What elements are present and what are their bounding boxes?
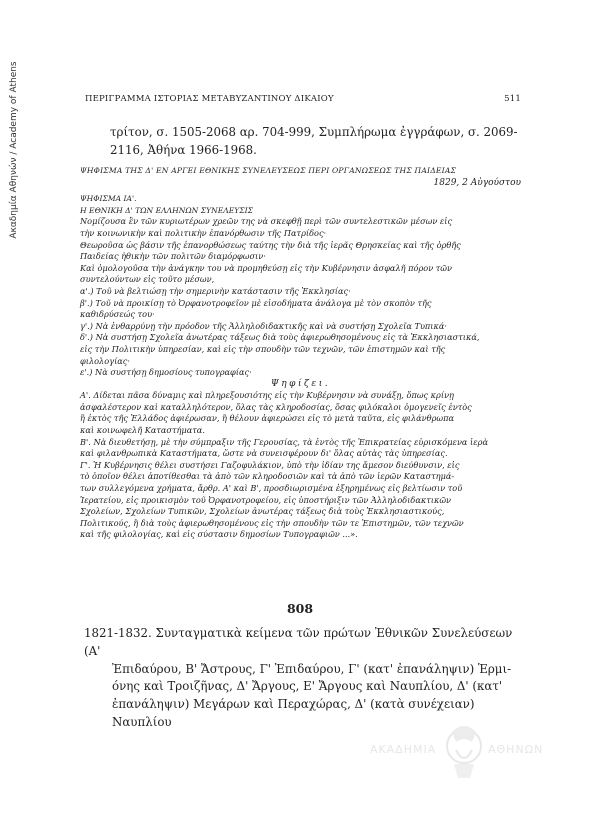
header-title: ΠΕΡΙΓΡΑΜΜΑ ΙΣΤΟΡΙΑΣ ΜΕΤΑΒΥΖΑΝΤΙΝΟΥ ΔΙΚΑΙΟΥ: [85, 94, 334, 104]
decree-line: καθιδρύσεώς του·: [80, 309, 155, 320]
decree-line: ἀσφαλέστερον καὶ καταλληλότερον, ὅλας τὰς κληροδοσίας, ὅσας φιλόκαλοι ὁμογενεῖς ἐντὸς: [80, 401, 472, 412]
decree-line: Πολιτικούς, ἢ διὰ τοὺς ἀφιερωθησομένους εἰς τὴν σπουδὴν τῶν τε Ἐπιστημῶν, τῶν τεχνῶν: [80, 517, 464, 528]
decree-line: β'.) Τοῦ νὰ προικίσῃ τὸ Ὀρφανοτροφεῖον μὲ εἰσοδήματα ἀνάλογα μὲ τὸν σκοπὸν τῆς: [80, 297, 432, 308]
decree-line: Η ΕΘΝΙΚΗ Δ' ΤΩΝ ΕΛΛΗΝΩΝ ΣΥΝΕΛΕΥΣΙΣ: [80, 205, 254, 215]
decree-line: ε'.) Νὰ συστήσῃ δημοσίους τυπογραφίας·: [80, 367, 252, 378]
running-header: [85, 94, 521, 104]
decree-line: α'.) Τοῦ νὰ βελτιώσῃ τὴν σημερινὴν κατάστασιν τῆς Ἐκκλησίας·: [80, 285, 351, 296]
decree-line: τὸ ὁποῖον θέλει ἀποτίθεσθαι τὰ ἀπὸ τῶν κληροδοσιῶν καὶ τὰ ἀπὸ τῶν ἱερῶν Καταστημά-: [80, 471, 455, 482]
entry-number: 808: [286, 601, 314, 616]
watermark-left: ΑΚΑΔΗΜΙΑ: [370, 743, 437, 756]
decree-line: Ἱερατείου, εἰς προικισμὸν τοῦ Ὀρφανοτροφείου, εἰς ὑποστήριξιν τῶν Ἀλληλοδιδακτικῶν: [80, 494, 452, 505]
decree-line: Α'. Δίδεται πᾶσα δύναμις καὶ πληρεξουσιότης εἰς τὴν Κυβέρνησιν νὰ συνάξῃ, ὅπως κρίνῃ: [80, 390, 454, 401]
athena-head-icon: [442, 720, 486, 782]
intro-line: τρίτον, σ. 1505-2068 αρ. 704-999, Συμπλήρωμα ἐγγράφων, σ. 2069-: [110, 125, 518, 139]
page-number: 511: [504, 94, 521, 104]
decree-block: [80, 165, 521, 541]
entry-line: Ἐπιδαύρου, Β' Ἄστρους, Γ' Ἐπιδαύρου, Γ' (κατ' ἐπανάληψιν) Ἑρμι-: [112, 661, 512, 676]
decree-line: καὶ φιλανθρωπικὰ Καταστήματα, ὥστε νὰ συνεισφέρουν δι' ὅλας αὐτὰς τὰς ὑπηρεσίας.: [80, 448, 448, 459]
decree-title: ΨΗΦΙΣΜΑ ΤΗΣ Δ' ΕΝ ΑΡΓΕΙ ΕΘΝΙΚΗΣ ΣΥΝΕΛΕΥΣΕΩΣ ΠΕΡΙ ΟΡΓΑΝΩΣΕΩΣ ΤΗΣ ΠΑΙΔΕΙΑΣ: [80, 166, 457, 175]
intro-line: 2116, Ἀθήνα 1966-1968.: [110, 143, 257, 157]
decree-line: εἰς τὴν Πολιτικὴν ὑπηρεσίαν, καὶ εἰς τὴν σπουδὴν τῶν τεχνῶν, τῶν ἐπιστημῶν καὶ τῆς: [80, 343, 446, 354]
decree-line: φιλολογίας·: [80, 355, 131, 366]
entry-text: [84, 625, 524, 732]
entry-line: όνης καὶ Τροιζῆνας, Δ' Ἄργους, Ε' Ἄργους καὶ Ναυπλίου, Δ' (κατ': [112, 679, 503, 694]
decree-line: Θεωροῦσα ὡς βάσιν τῆς ἐπανορθώσεως ταύτης τὴν διὰ τῆς ἱερᾶς Θρησκείας καὶ τῆς ὀρθῆς: [80, 239, 461, 250]
decree-line: γ'.) Νὰ ἐνθαρρύνῃ τὴν πρόοδον τῆς Ἀλληλοδιδακτικῆς καὶ νὰ συστήσῃ Σχολεῖα Τυπικά·: [80, 320, 448, 331]
academy-watermark: [370, 720, 570, 810]
intro-text: [110, 123, 520, 159]
decree-line: Καὶ ὁμολογοῦσα τὴν ἀνάγκην του νὰ προμηθεύσῃ εἰς τὴν Κυβέρνησιν ἀσφαλῆ πόρον τῶν: [80, 262, 452, 273]
decree-line: Β'. Νὰ διευθετήσῃ, μὲ τὴν σύμπραξιν τῆς Γερουσίας, τὰ ἐντὸς τῆς Ἐπικρατείας εὑρισκόμενα ἱερὰ: [80, 436, 489, 447]
decree-line: Ψηφίζει.: [270, 378, 331, 389]
decree-line: Γ'. Ἡ Κυβέρνησις θέλει συστήσει Γαζοφυλάκιον, ὑπὸ τὴν ἰδίαν της ἄμεσον διεύθυνσιν, εἰς: [80, 459, 460, 470]
decree-line: Σχολείων, Σχολείων Τυπικῶν, Σχολείων ἀνωτέρας τάξεως διὰ τοὺς Ἐκκλησιαστικούς,: [80, 506, 445, 517]
decree-line: καὶ τῆς φιλολογίας, καὶ εἰς σύστασιν δημοσίων Τυπογραφιῶν ...».: [80, 529, 358, 540]
entry-line: 1821-1832. Συνταγματικὰ κείμενα τῶν πρώτων Ἐθνικῶν Συνελεύσεων (Α': [84, 626, 513, 658]
decree-line: Παιδείας ἠθικὴν τῶν πολιτῶν διαμόρφωσιν·: [80, 251, 266, 262]
decree-line: τὴν κοινωνικὴν καὶ πολιτικὴν ἐπανόρθωσιν τῆς Πατρίδος·: [80, 227, 327, 238]
decree-line: καὶ κοινωφελῆ Καταστήματα.: [80, 425, 205, 436]
decree-line: των συλλεγόμενα χρήματα, ἄρθρ. Α' καὶ Β', προσδιωρισμένα ἐξηρημένως εἰς βελτίωσιν τοῦ: [80, 483, 463, 494]
watermark-right: ΑΘΗΝΩΝ: [488, 743, 544, 756]
decree-line: δ'.) Νὰ συστήσῃ Σχολεῖα ἀνωτέρας τάξεως διὰ τοὺς ἀφιερωθησομένους εἰς τὰ Ἐκκλησιαστικά,: [80, 332, 480, 343]
decree-line: Νομίζουσα ἓν τῶν κυριωτέρων χρεῶν της νὰ σκεφθῇ περὶ τῶν συντελεστικῶν μέσων εἰς: [80, 216, 453, 227]
decree-date: 1829, 2 Αὐγούστου: [433, 177, 521, 188]
decree-line: συντελούντων εἰς τοῦτο μέσων,: [80, 274, 215, 285]
entry-line: ἐπανάληψιν) Μεγάρων καὶ Περαχώρας, Δ' (κατὰ συνέχειαν) Ναυπλίου: [112, 697, 475, 729]
decree-line: ἢ ἐκτὸς τῆς Ἑλλάδος ἀφιέρωσαν, ἢ θέλουν ἀφιερώσει εἰς τὸ μετὰ ταῦτα, εἰς φιλάνθρωπα: [80, 413, 454, 424]
decree-line: ΨΗΦΙΣΜΑ ΙΑ'.: [80, 194, 137, 204]
sidebar-label: [4, 40, 24, 260]
sidebar-text: Ακαδημία Αθηνών / Academy of Athens: [9, 61, 19, 239]
